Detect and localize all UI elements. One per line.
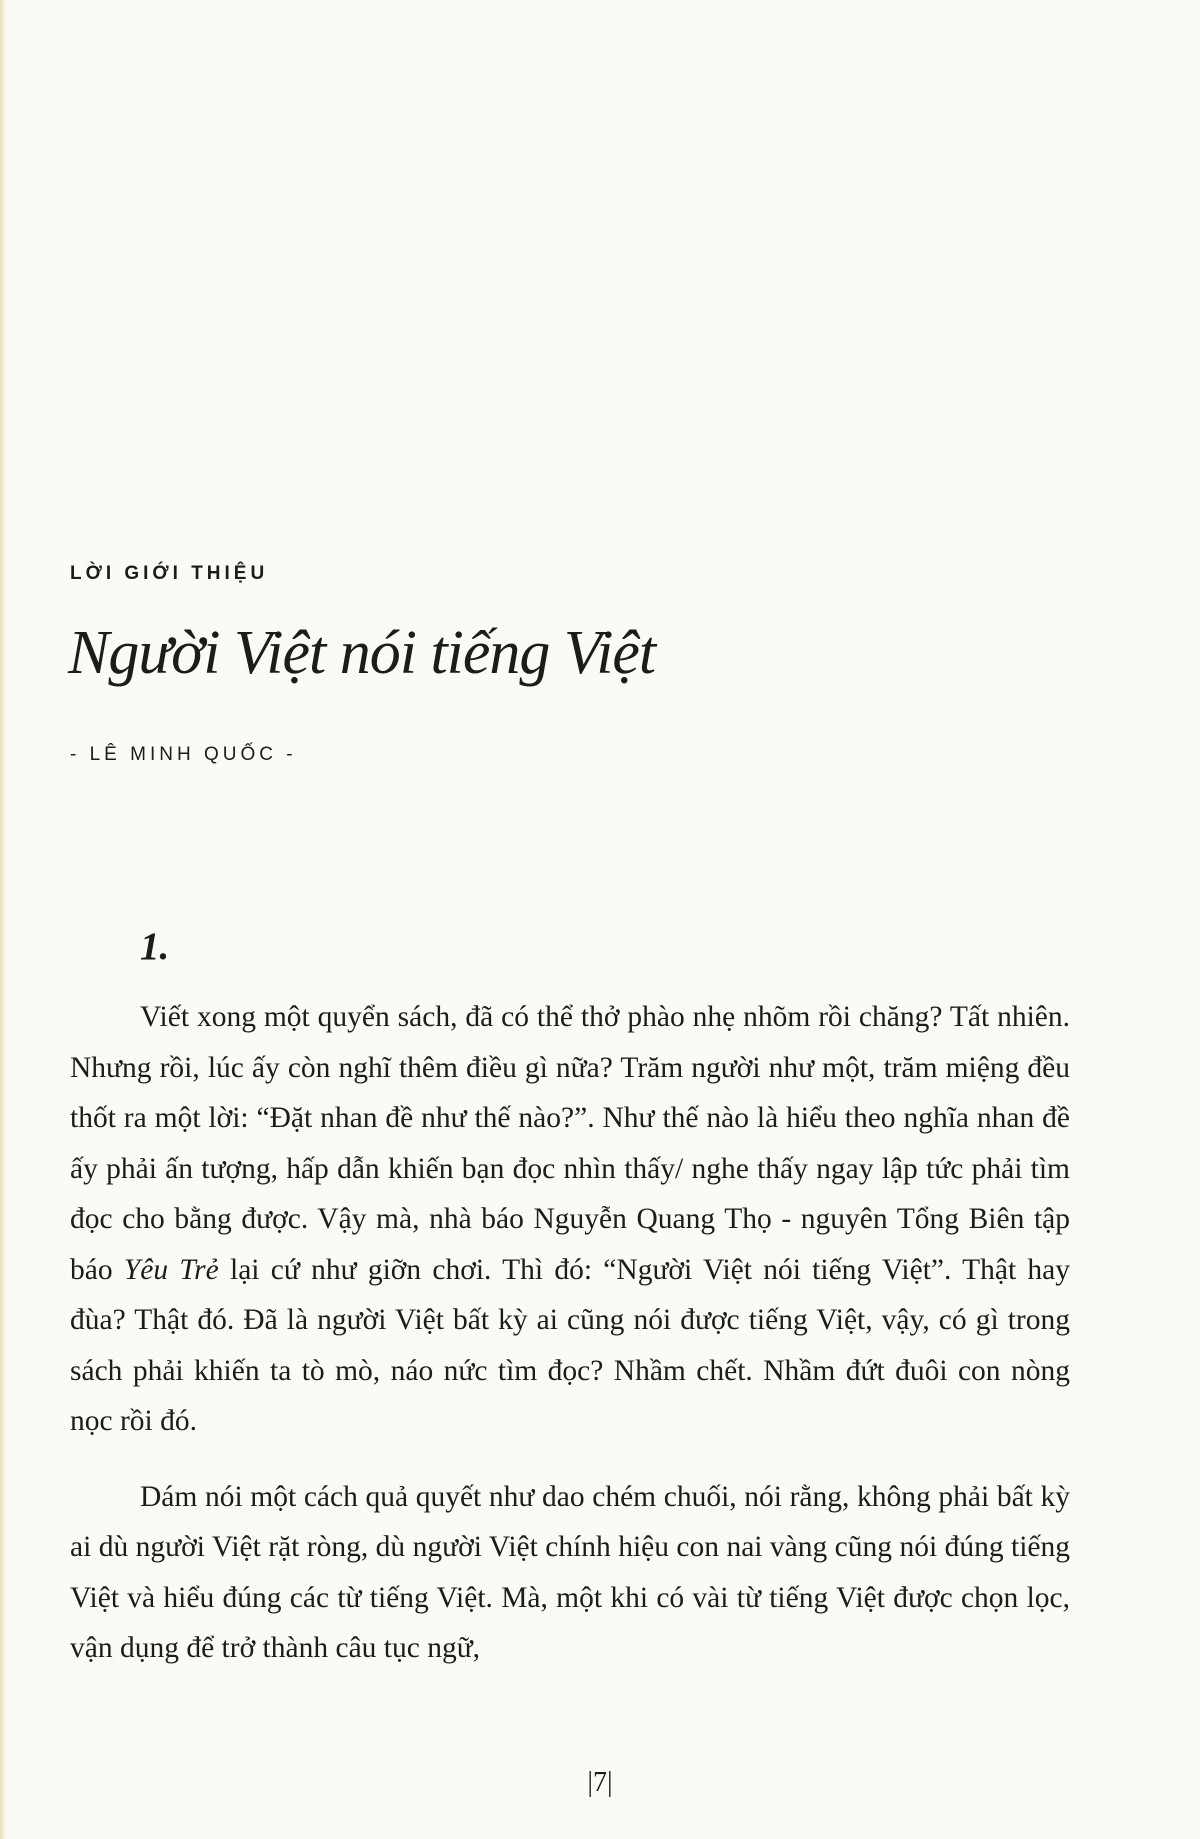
publication-name: Yêu Trẻ xyxy=(123,1253,219,1286)
paragraph: Dám nói một cách quả quyết như dao chém chuối, nói rằng, không phải bất kỳ ai dù người Việt rặt ròng, dù người Việt chính hiệu con nai vàng cũng nói đúng tiếng Việt và hiểu đúng các từ tiếng Việt. Mà, một khi có vài từ tiếng Việt được chọn lọc, vận dụng để trở thành câu tục ngữ, xyxy=(70,1480,1070,1664)
page-number: |7| xyxy=(587,1767,613,1798)
paragraph-text: lại cứ như giỡn chơi. Thì đó: “Người Việt nói tiếng Việt”. Thật hay đùa? Thật đó. Đã là người Việt bất kỳ ai cũng nói được tiếng Việt, vậy, có gì trong sách phải khiến ta tò mò, náo nức tìm đọc? Nhầm chết. Nhầm đứt đuôi con nòng nọc rồi đó. xyxy=(70,1253,1071,1437)
body-text xyxy=(70,992,1070,1699)
chapter-title: Người Việt nói tiếng Việt xyxy=(68,619,656,687)
author-byline: - LÊ MINH QUỐC - xyxy=(70,744,297,765)
page-edge xyxy=(0,0,6,1839)
section-number: 1. xyxy=(140,925,170,968)
paragraph-text: Viết xong một quyển sách, đã có thể thở phào nhẹ nhõm rồi chăng? Tất nhiên. Nhưng rồi, lúc ấy còn nghĩ thêm điều gì nữa? Trăm người như một, trăm miệng đều thốt ra một lời: “Đặt nhan đề như thế nào?”. Như thế nào là hiểu theo nghĩa nhan đề ấy phải ấn tượng, hấp dẫn khiến bạn đọc nhìn thấy/ nghe thấy ngay lập tức phải tìm đọc cho bằng được. Vậy mà, nhà báo Nguyễn Quang Thọ - nguyên Tổng Biên tập báo xyxy=(70,1001,1070,1286)
paragraph xyxy=(70,992,1070,1447)
section-kicker: LỜI GIỚI THIỆU xyxy=(70,563,269,584)
